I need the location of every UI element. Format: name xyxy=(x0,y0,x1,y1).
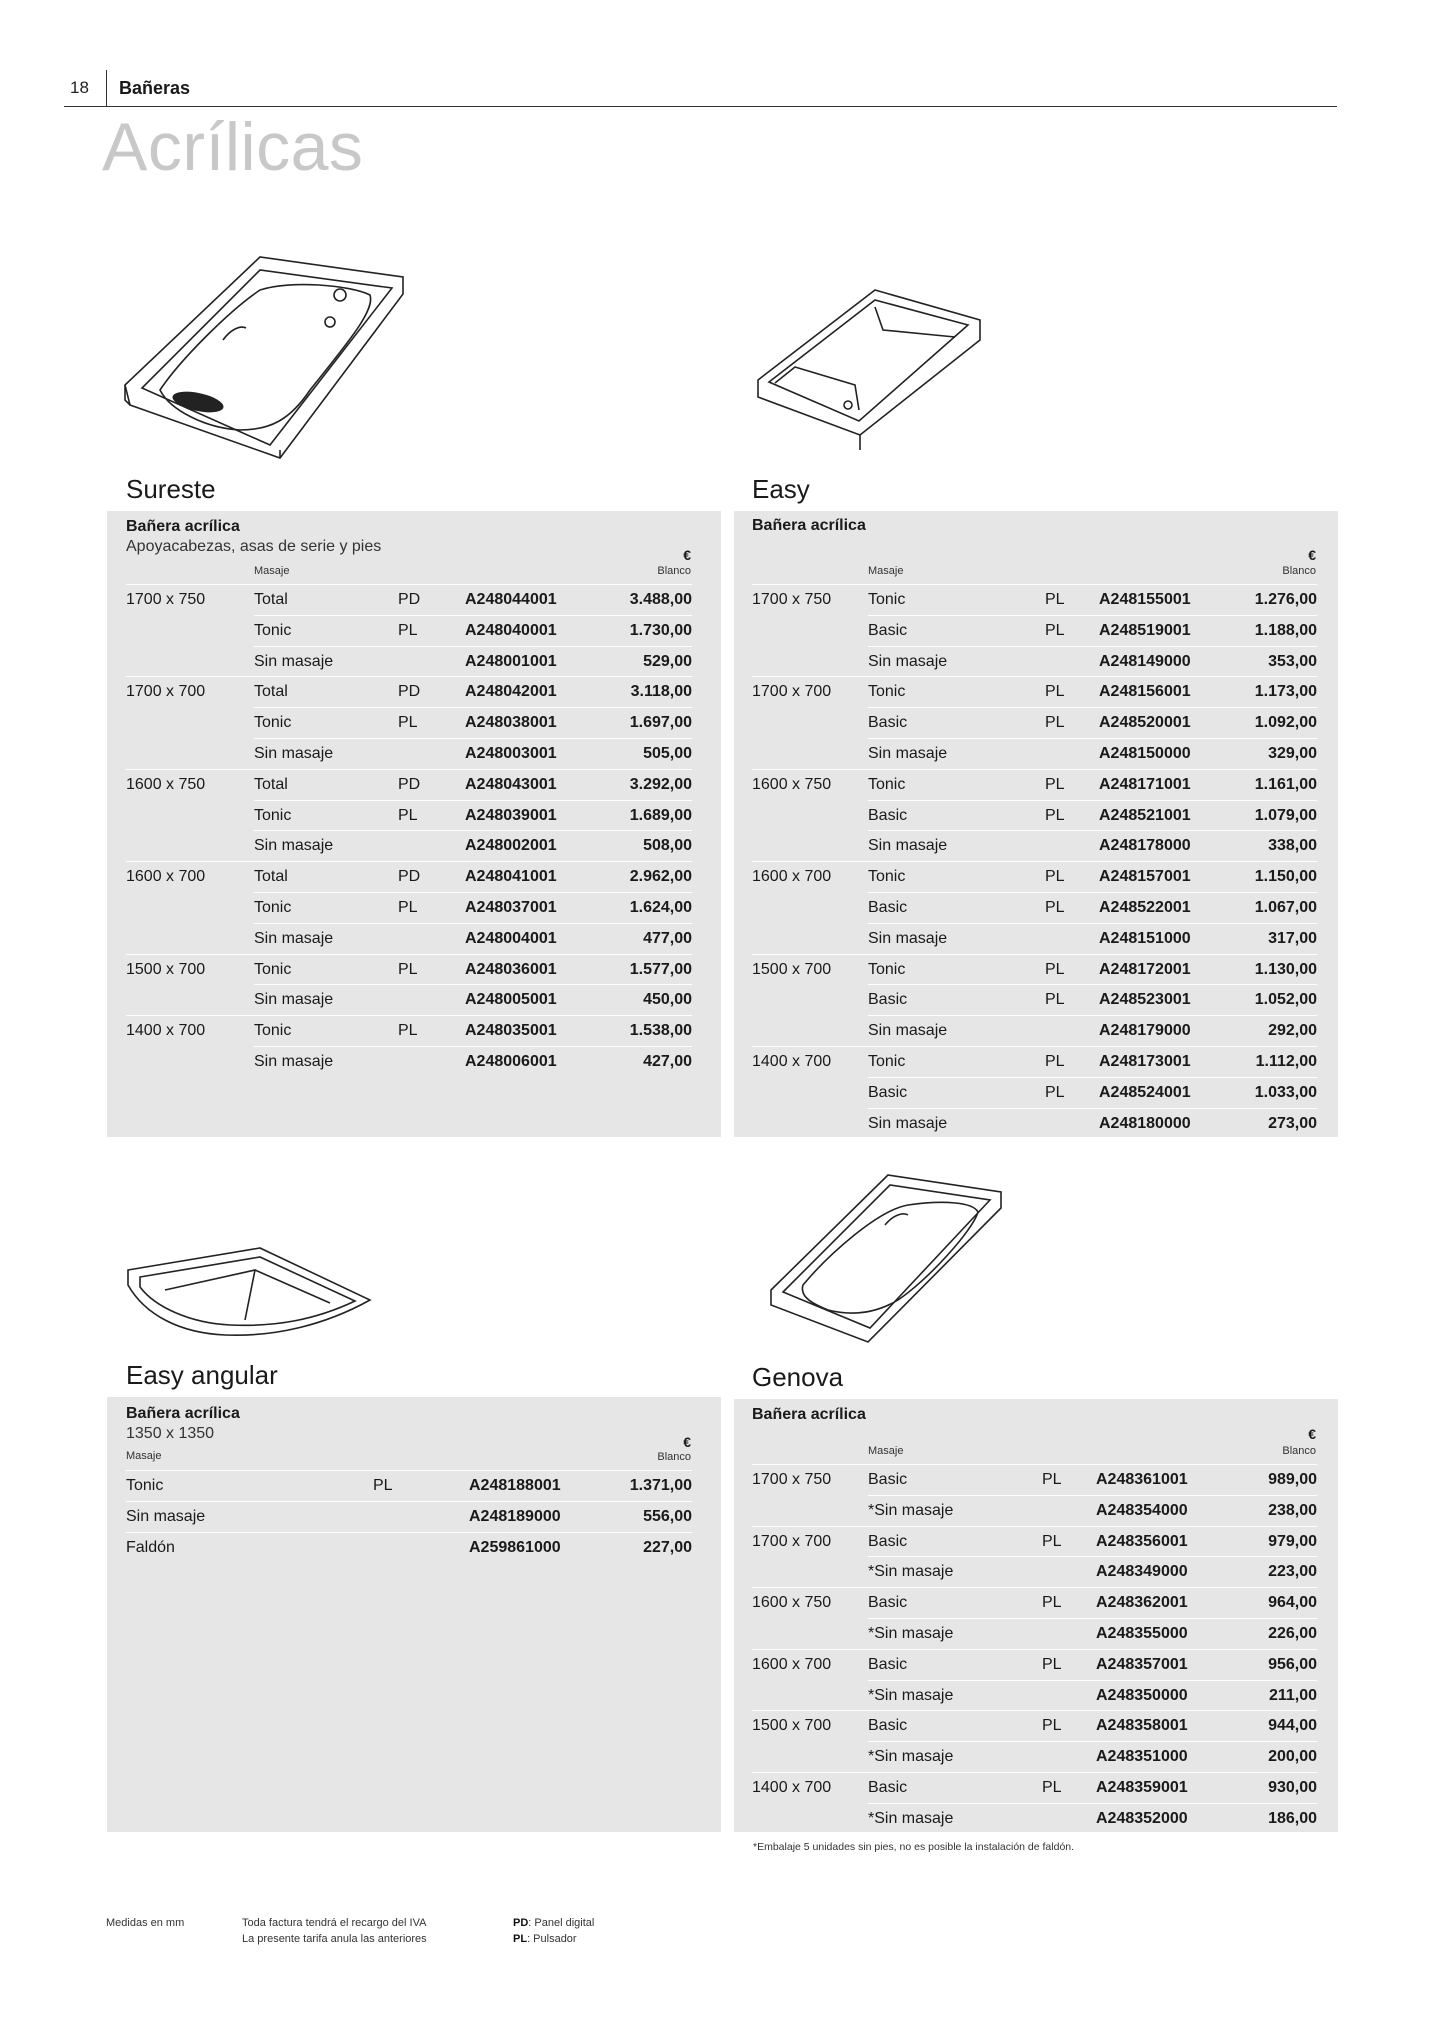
header-separator xyxy=(106,70,107,106)
price-cell: 427,00 xyxy=(643,1053,692,1070)
price-cell: 3.118,00 xyxy=(630,683,692,701)
table-row xyxy=(126,892,692,923)
masaje-cell: Tonic xyxy=(254,1022,292,1040)
price-cell: 238,00 xyxy=(1268,1501,1317,1519)
table-row xyxy=(752,954,1317,985)
size-cell: 1600 x 700 xyxy=(752,868,832,886)
control-cell: PL xyxy=(1045,775,1065,793)
size-cell: 1700 x 750 xyxy=(752,591,832,608)
size-cell: 1400 x 700 xyxy=(752,1779,832,1796)
table-row xyxy=(752,1587,1317,1618)
code-cell: A248172001 xyxy=(1099,960,1191,978)
masaje-cell: Sin masaje xyxy=(254,745,334,762)
code-cell: A248035001 xyxy=(465,1022,557,1040)
table-row xyxy=(752,676,1317,707)
masaje-cell: Basic xyxy=(868,1532,908,1550)
sureste-col-masaje: Masaje xyxy=(254,565,290,577)
code-cell: A248189000 xyxy=(469,1507,561,1525)
masaje-cell: Sin masaje xyxy=(868,745,948,762)
control-cell: PL xyxy=(1045,991,1065,1009)
code-cell: A248524001 xyxy=(1099,1083,1191,1101)
size-cell: 1700 x 700 xyxy=(752,683,832,701)
code-cell: A248352000 xyxy=(1096,1809,1188,1827)
control-cell: PL xyxy=(1045,1053,1065,1070)
control-cell: PD xyxy=(398,868,421,886)
footer-iva: Toda factura tendrá el recargo del IVA xyxy=(242,1917,427,1929)
size-cell: 1700 x 700 xyxy=(126,683,206,701)
masaje-cell: Tonic xyxy=(868,1053,906,1070)
table-row xyxy=(752,1495,1317,1526)
easy-col-blanco: Blanco xyxy=(1282,565,1316,577)
price-cell: 964,00 xyxy=(1268,1594,1317,1612)
code-cell: A248006001 xyxy=(465,1053,557,1070)
masaje-cell: Basic xyxy=(868,1594,908,1612)
table-row xyxy=(752,830,1317,861)
masaje-cell: Tonic xyxy=(254,806,292,824)
masaje-cell: *Sin masaje xyxy=(868,1501,954,1519)
control-cell: PL xyxy=(1045,868,1065,886)
masaje-cell: Tonic xyxy=(254,621,292,639)
price-cell: 1.052,00 xyxy=(1254,991,1317,1009)
section-title: Bañeras xyxy=(119,78,191,98)
footer-legend xyxy=(513,1915,594,1947)
control-cell: PL xyxy=(1045,899,1065,916)
price-cell: 556,00 xyxy=(643,1507,692,1525)
code-cell: A248039001 xyxy=(465,806,557,824)
masaje-cell: Basic xyxy=(868,899,908,916)
control-cell: PL xyxy=(398,806,418,824)
price-cell: 3.292,00 xyxy=(629,775,692,793)
genova-currency: € xyxy=(1308,1426,1316,1442)
sureste-name: Sureste xyxy=(126,474,216,504)
code-cell: A248151000 xyxy=(1099,929,1191,947)
price-cell: 1.173,00 xyxy=(1254,683,1317,701)
price-cell: 329,00 xyxy=(1268,745,1317,762)
sureste-currency: € xyxy=(683,547,691,563)
genova-bathtub-illustration xyxy=(768,1170,1008,1345)
table-row xyxy=(752,861,1317,892)
size-cell: 1700 x 750 xyxy=(126,591,206,608)
masaje-cell: Sin masaje xyxy=(254,929,334,947)
size-cell: 1700 x 750 xyxy=(752,1471,832,1488)
control-cell: PL xyxy=(1045,621,1065,639)
code-cell: A248040001 xyxy=(465,621,557,639)
masaje-cell: Tonic xyxy=(126,1477,164,1494)
control-cell: PL xyxy=(1045,1083,1065,1101)
legend-pl: PL: Pulsador xyxy=(513,1933,577,1945)
price-cell: 979,00 xyxy=(1268,1532,1317,1550)
price-cell: 477,00 xyxy=(643,929,692,947)
table-row xyxy=(752,1710,1317,1741)
code-cell: A248004001 xyxy=(465,929,557,947)
code-cell: A248355000 xyxy=(1096,1625,1188,1642)
table-row xyxy=(752,923,1317,954)
price-cell: 211,00 xyxy=(1268,1686,1317,1704)
table-row xyxy=(752,892,1317,923)
masaje-cell: Basic xyxy=(868,1471,908,1488)
price-cell: 1.276,00 xyxy=(1254,591,1317,608)
price-cell: 450,00 xyxy=(643,991,692,1009)
code-cell: A259861000 xyxy=(469,1538,561,1556)
masaje-cell: Basic xyxy=(868,714,908,732)
control-cell: PL xyxy=(1042,1471,1062,1488)
page-title: Acrílicas xyxy=(102,109,364,185)
masaje-cell: Basic xyxy=(868,621,908,639)
code-cell: A248044001 xyxy=(465,591,557,608)
price-cell: 1.067,00 xyxy=(1254,899,1317,916)
control-cell: PL xyxy=(1042,1717,1062,1735)
masaje-cell: Sin masaje xyxy=(868,652,948,670)
code-cell: A248359001 xyxy=(1096,1779,1188,1796)
easy-angular-currency: € xyxy=(683,1434,691,1450)
table-row xyxy=(752,707,1317,738)
table-row xyxy=(752,1649,1317,1680)
code-cell: A248149000 xyxy=(1099,652,1191,670)
price-cell: 1.689,00 xyxy=(629,806,692,824)
price-cell: 1.150,00 xyxy=(1254,868,1317,886)
control-cell: PL xyxy=(1045,714,1065,732)
masaje-cell: Tonic xyxy=(868,868,906,886)
masaje-cell: Basic xyxy=(868,806,908,824)
code-cell: A248001001 xyxy=(465,652,557,670)
masaje-cell: Total xyxy=(254,591,288,608)
code-cell: A248178000 xyxy=(1099,837,1191,855)
price-cell: 226,00 xyxy=(1268,1625,1317,1642)
easy-angular-type: Bañera acrílica xyxy=(126,1405,240,1422)
price-cell: 930,00 xyxy=(1268,1779,1317,1796)
price-cell: 1.188,00 xyxy=(1254,621,1317,639)
table-row xyxy=(752,769,1317,800)
code-cell: A248179000 xyxy=(1099,1022,1191,1040)
table-row xyxy=(126,1501,692,1532)
price-cell: 944,00 xyxy=(1268,1717,1317,1735)
code-cell: A248043001 xyxy=(465,775,557,793)
table-row xyxy=(752,1618,1317,1649)
genova-col-blanco: Blanco xyxy=(1282,1445,1316,1457)
price-cell: 292,00 xyxy=(1268,1022,1317,1040)
code-cell: A248156001 xyxy=(1099,683,1191,701)
code-cell: A248357001 xyxy=(1096,1655,1188,1673)
masaje-cell: Sin masaje xyxy=(254,837,334,855)
code-cell: A248173001 xyxy=(1099,1053,1191,1070)
code-cell: A248521001 xyxy=(1099,806,1191,824)
price-cell: 1.730,00 xyxy=(629,621,692,639)
size-cell: 1700 x 700 xyxy=(752,1532,832,1550)
footer-tarifa: La presente tarifa anula las anteriores xyxy=(242,1933,427,1945)
table-row xyxy=(752,1803,1317,1834)
masaje-cell: *Sin masaje xyxy=(868,1748,954,1766)
table-row xyxy=(126,769,692,800)
code-cell: A248155001 xyxy=(1099,591,1191,608)
masaje-cell: *Sin masaje xyxy=(868,1686,954,1704)
page-number: 18 xyxy=(70,78,89,97)
table-row xyxy=(126,707,692,738)
table-row xyxy=(752,800,1317,831)
control-cell: PL xyxy=(398,1022,418,1040)
sureste-bathtub-illustration xyxy=(120,250,420,465)
table-row xyxy=(752,1772,1317,1803)
table-row xyxy=(126,615,692,646)
table-row xyxy=(126,646,692,677)
genova-name: Genova xyxy=(752,1362,844,1392)
table-row xyxy=(126,1046,692,1077)
table-row xyxy=(126,584,692,615)
price-cell: 186,00 xyxy=(1268,1809,1317,1827)
price-cell: 1.112,00 xyxy=(1255,1053,1317,1070)
sureste-type: Bañera acrílica xyxy=(126,518,240,535)
code-cell: A248005001 xyxy=(465,991,557,1009)
table-row xyxy=(752,1741,1317,1772)
footer-tax-note xyxy=(242,1915,427,1947)
table-row xyxy=(752,1108,1317,1139)
table-row xyxy=(752,984,1317,1015)
code-cell: A248519001 xyxy=(1099,621,1191,639)
code-cell: A248037001 xyxy=(465,899,557,916)
control-cell: PL xyxy=(1045,683,1065,701)
price-cell: 1.538,00 xyxy=(629,1022,692,1040)
size-cell: 1500 x 700 xyxy=(752,1717,832,1735)
table-row xyxy=(752,584,1317,615)
size-cell: 1400 x 700 xyxy=(126,1022,206,1040)
size-cell: 1400 x 700 xyxy=(752,1053,832,1070)
genova-type: Bañera acrílica xyxy=(752,1406,866,1423)
code-cell: A248188001 xyxy=(469,1477,561,1494)
price-cell: 227,00 xyxy=(643,1538,692,1556)
price-cell: 1.371,00 xyxy=(629,1477,692,1494)
code-cell: A248042001 xyxy=(465,683,557,701)
easy-col-masaje: Masaje xyxy=(868,565,904,577)
control-cell: PL xyxy=(1042,1655,1062,1673)
control-cell: PL xyxy=(373,1477,393,1494)
price-cell: 1.130,00 xyxy=(1254,960,1317,978)
table-row xyxy=(126,923,692,954)
masaje-cell: Basic xyxy=(868,1083,908,1101)
code-cell: A248354000 xyxy=(1096,1501,1188,1519)
price-cell: 529,00 xyxy=(643,652,692,670)
genova-col-masaje: Masaje xyxy=(868,1445,904,1457)
table-row xyxy=(752,1464,1317,1495)
size-cell: 1600 x 750 xyxy=(752,775,832,793)
masaje-cell: Sin masaje xyxy=(868,929,948,947)
code-cell: A248362001 xyxy=(1096,1594,1188,1612)
code-cell: A248351000 xyxy=(1096,1748,1188,1766)
table-row xyxy=(126,1532,692,1563)
code-cell: A248520001 xyxy=(1099,714,1191,732)
easy-currency: € xyxy=(1308,547,1316,563)
code-cell: A248356001 xyxy=(1096,1532,1188,1550)
price-cell: 508,00 xyxy=(643,837,692,855)
price-cell: 2.962,00 xyxy=(629,868,692,886)
masaje-cell: Tonic xyxy=(868,683,906,701)
control-cell: PL xyxy=(1042,1779,1062,1796)
masaje-cell: Basic xyxy=(868,1779,908,1796)
easy-angular-col-blanco: Blanco xyxy=(657,1451,691,1463)
table-row xyxy=(126,738,692,769)
code-cell: A248361001 xyxy=(1096,1471,1188,1488)
masaje-cell: Sin masaje xyxy=(868,837,948,855)
masaje-cell: Tonic xyxy=(254,714,292,732)
table-row xyxy=(126,676,692,707)
control-cell: PL xyxy=(398,714,418,732)
control-cell: PL xyxy=(398,621,418,639)
price-cell: 1.079,00 xyxy=(1254,806,1317,824)
control-cell: PL xyxy=(1045,591,1065,608)
easy-angular-col-masaje: Masaje xyxy=(126,1450,162,1462)
price-cell: 200,00 xyxy=(1268,1748,1317,1766)
table-row xyxy=(752,1077,1317,1108)
control-cell: PL xyxy=(1042,1532,1062,1550)
masaje-cell: *Sin masaje xyxy=(868,1809,954,1827)
code-cell: A248150000 xyxy=(1099,745,1191,762)
masaje-cell: Basic xyxy=(868,1717,908,1735)
masaje-cell: *Sin masaje xyxy=(868,1563,954,1581)
table-row xyxy=(126,861,692,892)
easy-type: Bañera acrílica xyxy=(752,517,866,534)
masaje-cell: Total xyxy=(254,683,288,701)
table-row xyxy=(752,1680,1317,1711)
table-row xyxy=(752,1015,1317,1046)
easy-angular-subtitle: 1350 x 1350 xyxy=(126,1425,215,1442)
sureste-subtitle: Apoyacabezas, asas de serie y pies xyxy=(126,538,382,555)
masaje-cell: Sin masaje xyxy=(126,1507,206,1525)
price-cell: 353,00 xyxy=(1268,652,1317,670)
code-cell: A248157001 xyxy=(1099,868,1191,886)
control-cell: PL xyxy=(398,899,418,916)
code-cell: A248350000 xyxy=(1096,1686,1188,1704)
code-cell: A248358001 xyxy=(1096,1717,1188,1735)
masaje-cell: Total xyxy=(254,775,288,793)
code-cell: A248041001 xyxy=(465,868,557,886)
table-row xyxy=(752,1046,1317,1077)
easy-angular-bathtub-illustration xyxy=(125,1245,375,1345)
price-cell: 505,00 xyxy=(643,745,692,762)
price-cell: 3.488,00 xyxy=(629,591,692,608)
price-cell: 317,00 xyxy=(1268,929,1317,947)
control-cell: PD xyxy=(398,683,421,701)
control-cell: PL xyxy=(1045,960,1065,978)
code-cell: A248003001 xyxy=(465,745,557,762)
code-cell: A248523001 xyxy=(1099,991,1191,1009)
price-cell: 1.624,00 xyxy=(629,899,692,916)
price-cell: 989,00 xyxy=(1268,1471,1317,1488)
price-cell: 1.577,00 xyxy=(629,960,692,978)
price-cell: 338,00 xyxy=(1268,837,1317,855)
control-cell: PL xyxy=(1045,806,1065,824)
code-cell: A248180000 xyxy=(1099,1114,1191,1132)
table-row xyxy=(126,984,692,1015)
size-cell: 1600 x 750 xyxy=(752,1594,832,1612)
code-cell: A248522001 xyxy=(1099,899,1191,916)
masaje-cell: Sin masaje xyxy=(868,1114,948,1132)
size-cell: 1600 x 750 xyxy=(126,775,206,793)
easy-angular-name: Easy angular xyxy=(126,1360,278,1390)
masaje-cell: Faldón xyxy=(126,1538,175,1556)
header-rule xyxy=(64,106,1337,107)
control-cell: PD xyxy=(398,591,421,608)
masaje-cell: Basic xyxy=(868,991,908,1009)
size-cell: 1500 x 700 xyxy=(126,960,206,978)
price-cell: 223,00 xyxy=(1268,1563,1317,1581)
table-row xyxy=(752,1526,1317,1557)
table-row xyxy=(126,800,692,831)
masaje-cell: Sin masaje xyxy=(254,652,334,670)
masaje-cell: Sin masaje xyxy=(254,991,334,1009)
price-cell: 273,00 xyxy=(1268,1114,1317,1132)
masaje-cell: Tonic xyxy=(868,591,906,608)
price-cell: 956,00 xyxy=(1268,1655,1317,1673)
code-cell: A248171001 xyxy=(1099,775,1191,793)
table-row xyxy=(126,830,692,861)
table-row xyxy=(126,1015,692,1046)
masaje-cell: Sin masaje xyxy=(254,1053,334,1070)
price-cell: 1.033,00 xyxy=(1254,1083,1317,1101)
sureste-col-blanco: Blanco xyxy=(657,565,691,577)
table-row xyxy=(752,615,1317,646)
table-row xyxy=(126,954,692,985)
price-cell: 1.092,00 xyxy=(1254,714,1317,732)
code-cell: A248036001 xyxy=(465,960,557,978)
masaje-cell: Tonic xyxy=(868,960,906,978)
masaje-cell: Basic xyxy=(868,1655,908,1673)
table-row xyxy=(126,1470,692,1501)
masaje-cell: *Sin masaje xyxy=(868,1625,954,1642)
code-cell: A248038001 xyxy=(465,714,557,732)
control-cell: PD xyxy=(398,775,421,793)
easy-name: Easy xyxy=(752,474,810,504)
masaje-cell: Tonic xyxy=(254,960,292,978)
easy-bathtub-illustration xyxy=(755,285,985,455)
price-cell: 1.161,00 xyxy=(1254,775,1317,793)
code-cell: A248349000 xyxy=(1096,1563,1188,1581)
footer-units: Medidas en mm xyxy=(106,1917,185,1929)
masaje-cell: Tonic xyxy=(254,899,292,916)
masaje-cell: Sin masaje xyxy=(868,1022,948,1040)
size-cell: 1600 x 700 xyxy=(752,1655,832,1673)
table-row xyxy=(752,646,1317,677)
price-cell: 1.697,00 xyxy=(629,714,692,732)
legend-pd: PD: Panel digital xyxy=(513,1917,595,1929)
table-row xyxy=(752,1556,1317,1587)
size-cell: 1500 x 700 xyxy=(752,960,832,978)
masaje-cell: Tonic xyxy=(868,775,906,793)
code-cell: A248002001 xyxy=(465,837,557,855)
table-row xyxy=(752,738,1317,769)
size-cell: 1600 x 700 xyxy=(126,868,206,886)
masaje-cell: Total xyxy=(254,868,288,886)
control-cell: PL xyxy=(398,960,418,978)
control-cell: PL xyxy=(1042,1594,1062,1612)
genova-footnote: *Embalaje 5 unidades sin pies, no es posible la instalación de faldón. xyxy=(753,1841,1075,1853)
